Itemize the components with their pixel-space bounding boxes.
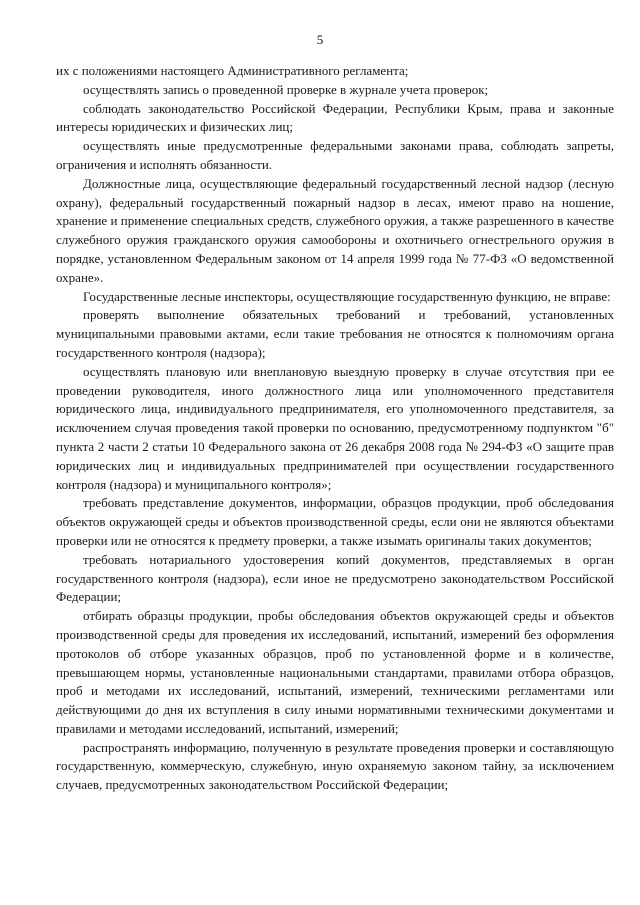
paragraph: соблюдать законодательство Российской Федерации, Республики Крым, права и законные интересы юридических и физических лиц;: [56, 100, 614, 135]
paragraph: Должностные лица, осуществляющие федеральный государственный лесной надзор (лесную охрану), федеральный государственный пожарный надзор в лесах, имеют право на ношение, хранение и применение специальных средств, служебного оружия, а также разрешенного в качестве служебного оружия гражданского оружия самообороны и охотничьего огнестрельного оружия в порядке, установленном Федеральным законом от 14 апреля 1999 года № 77-ФЗ «О ведомственной охране».: [56, 175, 614, 285]
paragraph: проверять выполнение обязательных требований и требований, установленных муниципальными правовыми актами, если такие требования не относятся к полномочиям органа государственного контроля (надзора);: [56, 307, 614, 360]
paragraph: осуществлять плановую или внеплановую выездную проверку в случае отсутствия при ее проведении руководителя, иного должностного лица или уполномоченного представителя юридического лица, индивидуального предпринимателя, его уполномоченного представителя, за исключением случая проведения такой проверки по основанию, предусмотренному подпунктом "б" пункта 2 части 2 статьи 10 Федерального закона от 26 декабря 2008 года № 294-ФЗ «О защите прав юридических лиц и индивидуальных предпринимателей при осуществлении государственного контроля (надзора) и муниципального контроля»;: [56, 363, 614, 492]
paragraph: осуществлять запись о проведенной проверке в журнале учета проверок;: [83, 81, 489, 97]
paragraph: их с положениями настоящего Административного регламента;: [56, 63, 409, 78]
paragraph: отбирать образцы продукции, пробы обследования объектов окружающей среды и объектов производственной среды для проведения их исследований, испытаний, измерений без оформления протоколов об отборе указанных образцов, проб по установленной форме и в количестве, превышающем нормы, установленные национальными стандартами, правилами отбора образцов, проб и методами их исследований, испытаний, измерений, техническими регламентами или действующими до дня их вступления в силу иными нормативными техническими документами и правилами и методами исследований, испытаний, измерений;: [56, 608, 614, 736]
document-body: [56, 62, 614, 795]
paragraph: распространять информацию, полученную в результате проведения проверки и составляющую государственную, коммерческую, служебную, иную охраняемую законом тайну, за исключением случаев, предусмотренных законодательством Российской Федерации;: [56, 739, 614, 793]
paragraph: осуществлять иные предусмотренные федеральными законами права, соблюдать запреты, ограничения и исполнять обязанности.: [56, 138, 614, 172]
paragraph: Государственные лесные инспекторы, осуществляющие государственную функцию, не вправе:: [83, 288, 611, 304]
page-number: 5: [316, 32, 324, 47]
paragraph: требовать нотариального удостоверения копий документов, представляемых в орган государственного контроля (надзора), если иное не предусмотрено законодательством Российской Федерации;: [56, 551, 614, 605]
paragraph: требовать представление документов, информации, образцов продукции, проб обследования объектов окружающей среды и объектов производственной среды, если они не являются объектами проверки или не относятся к предмету проверки, а также изымать оригиналы таких документов;: [56, 495, 614, 548]
